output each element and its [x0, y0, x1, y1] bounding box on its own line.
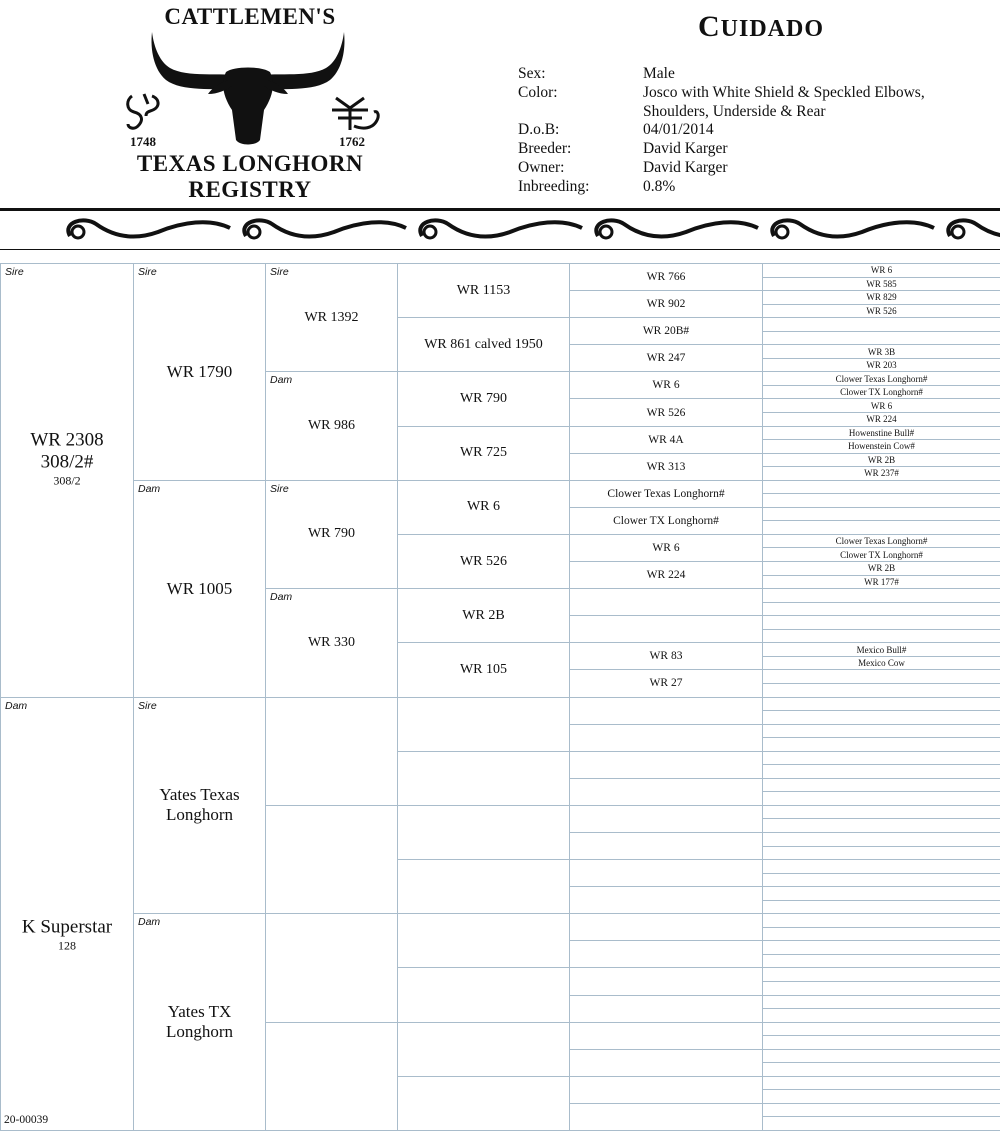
ancestor-entry — [398, 391, 569, 407]
pedigree-cell-g2 — [133, 697, 266, 915]
pedigree-cell-g6 — [762, 737, 1000, 752]
ancestor-name: WR 1790 — [134, 362, 265, 382]
pedigree-cell-g6 — [762, 710, 1000, 725]
scroll-curl-icon — [776, 226, 788, 238]
pedigree-cell-g6 — [762, 480, 1000, 495]
pedigree-cell-g5 — [569, 371, 763, 399]
role-label: Sire — [270, 266, 289, 278]
ancestor-entry — [763, 550, 1000, 560]
pedigree-cell-g4 — [397, 751, 570, 806]
pedigree-chart — [0, 263, 1000, 1130]
ancestor-name: WR 790 — [398, 391, 569, 407]
pedigree-cell-g4 — [397, 1022, 570, 1077]
ancestor-entry — [398, 499, 569, 515]
ancestor-entry — [398, 445, 569, 461]
ancestor-name: WR 6 — [763, 265, 1000, 275]
ancestor-name: WR 861 calved 1950 — [398, 337, 569, 353]
ancestor-name: Howenstein Cow# — [763, 441, 1000, 451]
ancestor-entry — [570, 352, 762, 364]
pedigree-cell-g6 — [762, 832, 1000, 847]
pedigree-cell-g6 — [762, 900, 1000, 915]
pedigree-cell-g6 — [762, 602, 1000, 617]
info-row — [518, 65, 963, 84]
pedigree-cell-g6 — [762, 466, 1000, 481]
pedigree-cell-g6 — [762, 1103, 1000, 1118]
pedigree-cell-g5 — [569, 940, 763, 968]
pedigree-cell-g6 — [762, 575, 1000, 590]
pedigree-cell-g6 — [762, 317, 1000, 332]
pedigree-cell-g6 — [762, 629, 1000, 644]
ancestor-name: WR 6 — [570, 379, 762, 391]
ancestor-entry — [1, 917, 133, 954]
ancestor-name: WR 902 — [570, 298, 762, 310]
pedigree-cell-g6 — [762, 1089, 1000, 1104]
ancestor-name: WR 105 — [398, 662, 569, 678]
pedigree-cell-g5 — [569, 507, 763, 535]
scroll-curl-icon — [424, 226, 436, 238]
ancestor-entry — [763, 645, 1000, 655]
pedigree-cell-g5 — [569, 751, 763, 779]
pedigree-cell-g6 — [762, 371, 1000, 386]
pedigree-cell-g6 — [762, 791, 1000, 806]
logo-year-right: 1762 — [339, 134, 365, 150]
pedigree-cell-g6 — [762, 669, 1000, 684]
pedigree-cell-g6 — [762, 588, 1000, 603]
ancestor-name: WR 6 — [763, 401, 1000, 411]
info-label: Breeder: — [518, 140, 643, 159]
ancestor-entry — [398, 554, 569, 570]
ancestor-name: WR 526 — [763, 306, 1000, 316]
ancestor-entry — [570, 488, 762, 500]
scroll-wave-icon — [772, 220, 934, 236]
ancestor-name: WR 6 — [570, 542, 762, 554]
header-divider-top — [0, 208, 1000, 211]
pedigree-cell-g5 — [569, 588, 763, 616]
ancestor-entry — [570, 271, 762, 283]
info-label: D.o.B: — [518, 121, 643, 140]
ancestor-entry — [134, 785, 265, 825]
pedigree-cell-g3 — [265, 913, 398, 1022]
pedigree-cell-g5 — [569, 561, 763, 589]
ancestor-name: Clower Texas Longhorn# — [763, 536, 1000, 546]
pedigree-cell-g4 — [397, 534, 570, 589]
pedigree-cell-g6 — [762, 358, 1000, 373]
ancestor-name: Clower Texas Longhorn# — [570, 488, 762, 500]
pedigree-cell-g6 — [762, 995, 1000, 1010]
header-divider-bottom — [0, 249, 1000, 250]
scroll-wave-icon — [948, 220, 1000, 236]
scroll-curl-icon — [952, 226, 964, 238]
pedigree-cell-g6 — [762, 547, 1000, 562]
ancestor-entry — [763, 306, 1000, 316]
ancestor-entry — [1, 429, 133, 488]
ancestor-entry — [266, 526, 397, 542]
pedigree-cell-g2 — [133, 913, 266, 1131]
pedigree-cell-g4 — [397, 480, 570, 535]
ancestor-entry — [763, 658, 1000, 668]
ancestor-name: WR 2B — [398, 608, 569, 624]
scroll-wave-icon — [244, 220, 406, 236]
pedigree-cell-g3 — [265, 697, 398, 806]
pedigree-cell-g6 — [762, 398, 1000, 413]
ancestor-entry — [134, 362, 265, 382]
pedigree-cell-g6 — [762, 751, 1000, 766]
ancestor-entry — [570, 407, 762, 419]
pedigree-cell-g6 — [762, 493, 1000, 508]
pedigree-cell-g6 — [762, 1116, 1000, 1131]
pedigree-cell-g6 — [762, 412, 1000, 427]
pedigree-cell-g6 — [762, 1049, 1000, 1064]
pedigree-cell-g3 — [265, 588, 398, 697]
role-label: Dam — [138, 483, 160, 495]
ancestor-name: WR 3B — [763, 347, 1000, 357]
pedigree-cell-g3 — [265, 371, 398, 480]
logo-title-line1: CATTLEMEN'S — [140, 4, 360, 30]
pedigree-cell-g5 — [569, 967, 763, 995]
registration-number: 20-00039 — [4, 1114, 48, 1126]
ancestor-name: Yates TX Longhorn — [134, 1002, 265, 1042]
pedigree-cell-g6 — [762, 967, 1000, 982]
ancestor-name: WR 83 — [570, 650, 762, 662]
pedigree-cell-g5 — [569, 263, 763, 291]
role-label: Dam — [270, 591, 292, 603]
ancestor-entry — [763, 401, 1000, 411]
ancestor-entry — [134, 579, 265, 599]
ancestor-name: WR 725 — [398, 445, 569, 461]
animal-info — [518, 65, 963, 197]
scroll-curl-icon — [248, 226, 260, 238]
ancestor-name: WR 6 — [398, 499, 569, 515]
pedigree-cell-g6 — [762, 818, 1000, 833]
pedigree-cell-g5 — [569, 1076, 763, 1104]
ancestor-name: WR 4A — [570, 434, 762, 446]
pedigree-cell-g5 — [569, 913, 763, 941]
pedigree-cell-g5 — [569, 534, 763, 562]
pedigree-cell-g6 — [762, 724, 1000, 739]
ancestor-entry — [570, 298, 762, 310]
ancestor-entry — [134, 1002, 265, 1042]
pedigree-cell-g4 — [397, 805, 570, 860]
pedigree-cell-g5 — [569, 1103, 763, 1131]
info-row — [518, 159, 963, 178]
pedigree-cell-g6 — [762, 683, 1000, 698]
logo-year-left: 1748 — [130, 134, 156, 150]
info-row — [518, 178, 963, 197]
pedigree-cell-g5 — [569, 426, 763, 454]
pedigree-cell-g6 — [762, 263, 1000, 278]
ancestor-name: Clower Texas Longhorn# — [763, 374, 1000, 384]
ancestor-name: Clower TX Longhorn# — [763, 387, 1000, 397]
pedigree-cell-g6 — [762, 561, 1000, 576]
ancestor-entry — [763, 577, 1000, 587]
pedigree-cell-g5 — [569, 290, 763, 318]
pedigree-cell-g6 — [762, 954, 1000, 969]
pedigree-cell-g6 — [762, 439, 1000, 454]
pedigree-cell-g6 — [762, 507, 1000, 522]
animal-name-initial: C — [698, 10, 721, 43]
ancestor-name: Clower TX Longhorn# — [570, 515, 762, 527]
ancestor-name: WR 986 — [266, 418, 397, 434]
info-row — [518, 84, 963, 122]
ancestor-name: WR 790 — [266, 526, 397, 542]
scroll-wave-icon — [68, 220, 230, 236]
pedigree-cell-g6 — [762, 344, 1000, 359]
ancestor-entry — [570, 515, 762, 527]
pedigree-cell-g6 — [762, 927, 1000, 942]
ancestor-entry — [398, 337, 569, 353]
ancestor-name: WR 1392 — [266, 310, 397, 326]
pedigree-cell-g5 — [569, 724, 763, 752]
ancestor-name: WR 526 — [398, 554, 569, 570]
pedigree-cell-g2 — [133, 263, 266, 481]
pedigree-cell-g5 — [569, 1049, 763, 1077]
ancestor-entry — [763, 563, 1000, 573]
ancestor-entry — [398, 283, 569, 299]
scroll-curl-icon — [72, 226, 84, 238]
ancestor-entry — [763, 347, 1000, 357]
pedigree-cell-g4 — [397, 263, 570, 318]
ancestor-name: Mexico Bull# — [763, 645, 1000, 655]
ancestor-entry — [266, 310, 397, 326]
pedigree-cell-g6 — [762, 304, 1000, 319]
pedigree-cell-g4 — [397, 642, 570, 697]
pedigree-cell-g5 — [569, 697, 763, 725]
animal-name — [698, 10, 824, 44]
pedigree-cell-g4 — [397, 1076, 570, 1131]
ancestor-entry — [763, 265, 1000, 275]
ancestor-name: WR 224 — [763, 414, 1000, 424]
ancestor-entry — [763, 468, 1000, 478]
ancestor-entry — [763, 414, 1000, 424]
longhorn-skull-logo-icon — [148, 28, 348, 148]
info-row — [518, 140, 963, 159]
ancestor-entry — [763, 292, 1000, 302]
pedigree-cell-g6 — [762, 981, 1000, 996]
ancestor-name: WR 766 — [570, 271, 762, 283]
pedigree-cell-g6 — [762, 886, 1000, 901]
pedigree-cell-g6 — [762, 1076, 1000, 1091]
pedigree-cell-g6 — [762, 642, 1000, 657]
ancestor-entry — [266, 635, 397, 651]
info-label: Inbreeding: — [518, 178, 643, 197]
ancestor-name: WR 224 — [570, 569, 762, 581]
pedigree-cell-g3 — [265, 1022, 398, 1131]
pedigree-cell-g4 — [397, 371, 570, 426]
pedigree-cell-g3 — [265, 263, 398, 372]
ancestor-name: WR 1005 — [134, 579, 265, 599]
info-value: 04/01/2014 — [643, 121, 963, 140]
scroll-wave-icon — [420, 220, 582, 236]
ancestor-name: WR 203 — [763, 360, 1000, 370]
info-value: David Karger — [643, 159, 963, 178]
pedigree-cell-g5 — [569, 480, 763, 508]
ancestor-entry — [763, 441, 1000, 451]
pedigree-cell-g5 — [569, 317, 763, 345]
role-label: Dam — [5, 700, 27, 712]
pedigree-cell-g6 — [762, 385, 1000, 400]
pedigree-cell-g5 — [569, 859, 763, 887]
info-value: Josco with White Shield & Speckled Elbows, Shoulders, Underside & Rear — [643, 84, 963, 122]
pedigree-cell-g5 — [569, 886, 763, 914]
ancestor-entry — [570, 569, 762, 581]
pedigree-cell-g6 — [762, 534, 1000, 549]
pedigree-cell-g6 — [762, 913, 1000, 928]
pedigree-cell-g6 — [762, 615, 1000, 630]
pedigree-cell-g6 — [762, 778, 1000, 793]
info-label: Color: — [518, 84, 643, 122]
pedigree-cell-g6 — [762, 940, 1000, 955]
pedigree-cell-g6 — [762, 331, 1000, 346]
role-label: Sire — [5, 266, 24, 278]
pedigree-cell-g5 — [569, 344, 763, 372]
ancestor-name: WR 177# — [763, 577, 1000, 587]
info-value: David Karger — [643, 140, 963, 159]
role-label: Sire — [270, 483, 289, 495]
ancestor-name: WR 27 — [570, 677, 762, 689]
pedigree-cell-g6 — [762, 453, 1000, 468]
pedigree-cell-g6 — [762, 1022, 1000, 1037]
pedigree-cell-g4 — [397, 697, 570, 752]
ancestor-name: K Superstar — [1, 917, 133, 939]
ancestor-name: WR 330 — [266, 635, 397, 651]
pedigree-cell-g4 — [397, 588, 570, 643]
pedigree-cell-g6 — [762, 520, 1000, 535]
pedigree-cell-g4 — [397, 967, 570, 1022]
pedigree-cell-g6 — [762, 656, 1000, 671]
ancestor-name: Howenstine Bull# — [763, 428, 1000, 438]
role-label: Dam — [138, 916, 160, 928]
pedigree-cell-g4 — [397, 913, 570, 968]
pedigree-cell-g1 — [0, 697, 134, 1131]
ancestor-entry — [570, 461, 762, 473]
pedigree-cell-g5 — [569, 398, 763, 426]
pedigree-cell-g5 — [569, 805, 763, 833]
certificate-header — [0, 0, 1000, 262]
pedigree-cell-g2 — [133, 480, 266, 698]
pedigree-cell-g4 — [397, 859, 570, 914]
ancestor-entry — [763, 536, 1000, 546]
role-label: Sire — [138, 700, 157, 712]
ancestor-entry — [570, 650, 762, 662]
pedigree-cell-g5 — [569, 669, 763, 697]
ancestor-entry — [763, 428, 1000, 438]
ancestor-entry — [570, 542, 762, 554]
ancestor-entry — [570, 434, 762, 446]
pedigree-cell-g6 — [762, 277, 1000, 292]
pedigree-cell-g4 — [397, 317, 570, 372]
ancestor-name: WR 1153 — [398, 283, 569, 299]
pedigree-cell-g5 — [569, 453, 763, 481]
pedigree-cell-g4 — [397, 426, 570, 481]
ancestor-name: WR 829 — [763, 292, 1000, 302]
info-label: Owner: — [518, 159, 643, 178]
ancestor-name: Mexico Cow — [763, 658, 1000, 668]
pedigree-cell-g6 — [762, 764, 1000, 779]
ancestor-name: Clower TX Longhorn# — [763, 550, 1000, 560]
pedigree-cell-g6 — [762, 1035, 1000, 1050]
ancestor-entry — [763, 374, 1000, 384]
ancestor-entry — [763, 455, 1000, 465]
pedigree-cell-g5 — [569, 615, 763, 643]
animal-name-rest: UIDADO — [721, 16, 824, 42]
pedigree-cell-g6 — [762, 805, 1000, 820]
ancestor-entry — [266, 418, 397, 434]
ancestor-name: WR 2308 — [1, 429, 133, 451]
pedigree-cell-g6 — [762, 290, 1000, 305]
pedigree-cell-g6 — [762, 846, 1000, 861]
ancestor-registration: 308/2 — [1, 473, 133, 488]
info-value: 0.8% — [643, 178, 963, 197]
ancestor-name-line2: 308/2# — [1, 451, 133, 473]
pedigree-cell-g5 — [569, 832, 763, 860]
pedigree-cell-g5 — [569, 778, 763, 806]
pedigree-cell-g6 — [762, 873, 1000, 888]
ancestor-entry — [763, 387, 1000, 397]
ancestor-name: WR 237# — [763, 468, 1000, 478]
scroll-wave-icon — [596, 220, 758, 236]
ancestor-name: Yates Texas Longhorn — [134, 785, 265, 825]
pedigree-cell-g5 — [569, 995, 763, 1023]
pedigree-cell-g6 — [762, 426, 1000, 441]
ancestor-entry — [570, 677, 762, 689]
pedigree-cell-g3 — [265, 805, 398, 914]
info-value: Male — [643, 65, 963, 84]
ancestor-registration: 128 — [1, 939, 133, 954]
brand-mark-right-icon — [324, 96, 384, 136]
ancestor-entry — [570, 379, 762, 391]
ancestor-entry — [398, 662, 569, 678]
info-label: Sex: — [518, 65, 643, 84]
ancestor-name: WR 247 — [570, 352, 762, 364]
info-row — [518, 121, 963, 140]
ancestor-entry — [570, 325, 762, 337]
pedigree-cell-g1 — [0, 263, 134, 698]
logo-title-line3: REGISTRY — [120, 177, 380, 203]
brand-mark-left-icon — [122, 90, 164, 132]
logo-title-line2: TEXAS LONGHORN — [120, 151, 380, 177]
ancestor-name: WR 585 — [763, 279, 1000, 289]
scroll-curl-icon — [600, 226, 612, 238]
scroll-ornament-icon — [0, 212, 1000, 248]
ancestor-name: WR 2B — [763, 563, 1000, 573]
ancestor-name: WR 2B — [763, 455, 1000, 465]
ancestor-name: WR 313 — [570, 461, 762, 473]
role-label: Dam — [270, 374, 292, 386]
ancestor-name: WR 20B# — [570, 325, 762, 337]
pedigree-cell-g5 — [569, 642, 763, 670]
pedigree-cell-g6 — [762, 1008, 1000, 1023]
pedigree-cell-g3 — [265, 480, 398, 589]
pedigree-cell-g6 — [762, 1062, 1000, 1077]
ancestor-entry — [398, 608, 569, 624]
role-label: Sire — [138, 266, 157, 278]
pedigree-cell-g5 — [569, 1022, 763, 1050]
pedigree-cell-g6 — [762, 697, 1000, 712]
ancestor-entry — [763, 360, 1000, 370]
ancestor-name: WR 526 — [570, 407, 762, 419]
ancestor-entry — [763, 279, 1000, 289]
pedigree-cell-g6 — [762, 859, 1000, 874]
